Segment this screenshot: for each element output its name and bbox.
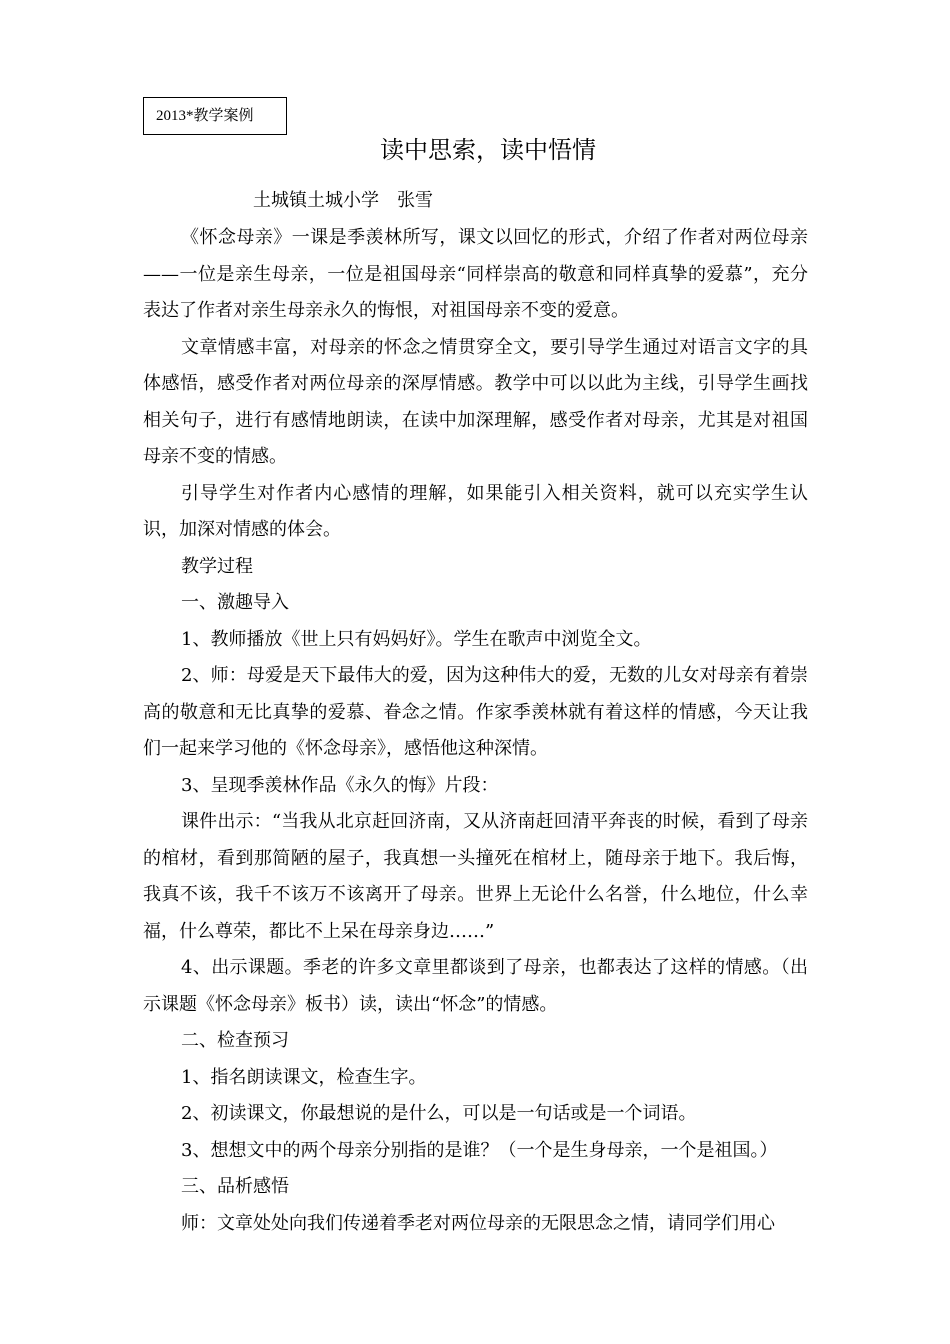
step-paragraph: 3、想想文中的两个母亲分别指的是谁？（一个是生身母亲，一个是祖国。） — [181, 1139, 778, 1161]
quote-paragraph: 课件出示：“当我从北京赶回济南，又从济南赶回清平奔丧的时候，看到了母亲的棺材，看到那简陋的屋子，我真想一头撞死在棺材上，随母亲于地下。我后悔，我真不该，我千不该万不该离开了母亲。世界上无论什么名誉，什么地位，什么幸福，什么尊荣，都比不上呆在母亲身边……” — [143, 811, 808, 942]
guidance-paragraph: 引导学生对作者内心感情的理解，如果能引入相关资料，就可以充实学生认识，加深对情感的体会。 — [143, 482, 808, 540]
step-paragraph: 2、师：母爱是天下最伟大的爱，因为这种伟大的爱，无数的儿女对母亲有着崇高的敬意和无比真挚的爱慕、眷念之情。作家季羡林就有着这样的情感，今天让我们一起来学习他的《怀念母亲》，感悟他这种深情。 — [143, 665, 808, 759]
step-paragraph: 1、指名朗读课文，检查生字。 — [181, 1066, 427, 1088]
document-body — [143, 220, 808, 1242]
step-paragraph: 2、初读课文，你最想说的是什么，可以是一句话或是一个词语。 — [181, 1103, 697, 1124]
analysis-paragraph: 文章情感丰富，对母亲的怀念之情贯穿全文，要引导学生通过对语言文字的具体感悟，感受作者对两位母亲的深厚情感。教学中可以以此为主线，引导学生画找相关句子，进行有感情地朗读，在读中加深理解，感受作者对母亲，尤其是对祖国母亲不变的情感。 — [143, 336, 808, 467]
step-paragraph: 4、出示课题。季老的许多文章里都谈到了母亲，也都表达了这样的情感。（出示课题《怀念母亲》板书）读，读出“怀念”的情感。 — [143, 957, 808, 1015]
teacher-paragraph: 师：文章处处向我们传递着季老对两位母亲的无限思念之情，请同学们用心 — [181, 1212, 775, 1234]
document-title: 读中思索，读中悟情 — [380, 136, 596, 164]
section-heading-process: 教学过程 — [181, 555, 253, 577]
section-heading-analysis: 三、品析感悟 — [181, 1176, 289, 1197]
section-heading-preview: 二、检查预习 — [181, 1030, 289, 1051]
intro-paragraph: 《怀念母亲》一课是季羡林所写，课文以回忆的形式，介绍了作者对两位母亲——一位是亲生母亲，一位是祖国母亲“同样崇高的敬意和同样真挚的爱慕”，充分表达了作者对亲生母亲永久的悔恨，对祖国母亲不变的爱意。 — [143, 227, 808, 321]
case-label-box: 2013*教学案例 — [143, 97, 287, 135]
author-line: 土城镇土城小学 张雪 — [253, 190, 433, 211]
section-heading-intro: 一、激趣导入 — [181, 592, 289, 613]
step-paragraph: 1、教师播放《世上只有妈妈好》。学生在歌声中浏览全文。 — [181, 628, 652, 650]
step-paragraph: 3、呈现季羡林作品《永久的悔》片段： — [181, 774, 499, 796]
